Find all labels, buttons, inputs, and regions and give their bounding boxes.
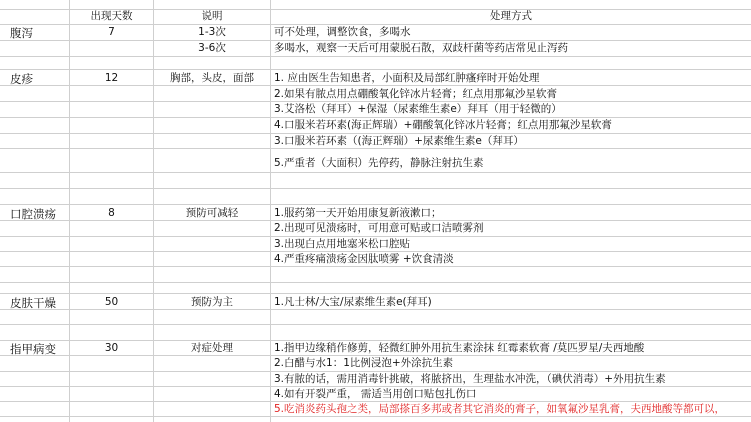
- grid-line: [0, 236, 751, 237]
- method-text: 2.如果有脓点用点硼酸氧化锌冰片轻膏；红点用那氟沙星软膏: [274, 88, 558, 100]
- note-value: 3-6次: [198, 42, 226, 54]
- grid-line: [0, 24, 751, 25]
- grid-line: [0, 172, 751, 173]
- header-note: 说明: [201, 10, 223, 22]
- method-text: 3.出现白点用地塞米松口腔贴: [274, 238, 411, 250]
- grid-line: [0, 40, 751, 41]
- method-text: 多喝水，观察一天后可用蒙脱石散，双歧杆菌等药店常见止泻药: [274, 42, 568, 54]
- method-text: 3.有脓的话，需用消毒针挑破，将脓挤出，生理盐水冲洗，（碘伏消毒）+外用抗生素: [274, 373, 666, 385]
- grid-line: [270, 0, 271, 422]
- grid-line: [0, 282, 751, 283]
- grid-line: [0, 324, 751, 325]
- method-text: 可不处理，调整饮食，多喝水: [274, 26, 411, 38]
- method-text: 5.严重者（大面积）先停药，静脉注射抗生素: [274, 157, 484, 169]
- days-value: 8: [108, 207, 115, 219]
- header-days: 出现天数: [90, 10, 133, 22]
- note-value: 1-3次: [198, 26, 226, 38]
- method-text: 4.口服米若环素(海正辉瑞）+硼酸氧化锌冰片轻膏；红点用那氟沙星软膏: [274, 119, 612, 131]
- symptom-name: 皮肤干燥: [10, 296, 56, 310]
- grid-line: [0, 266, 751, 267]
- grid-line: [0, 340, 751, 341]
- grid-line: [0, 117, 751, 118]
- method-text-warning: 5.吃消炎药头孢之类，局部搽百多邦或者其它消炎的膏子，如氧氟沙星乳膏，夫西地酸等都可以，: [274, 403, 726, 415]
- symptom-name: 腹泻: [10, 26, 33, 40]
- days-value: 30: [104, 342, 119, 354]
- grid-line: [0, 309, 751, 310]
- grid-line: [0, 251, 751, 252]
- note-value: 预防可减轻: [185, 207, 239, 219]
- grid-line: [0, 101, 751, 102]
- method-text: 2.白醋与水1：1比例浸泡+外涂抗生素: [274, 357, 454, 369]
- method-text: 2.出现可见溃疡时，可用意可贴或口洁喷雾剂: [274, 222, 484, 234]
- note-value: 对症处理: [191, 342, 233, 354]
- grid-line: [0, 355, 751, 356]
- note-value: 胸部，头皮，面部: [170, 72, 254, 84]
- symptom-name: 口腔溃疡: [10, 207, 56, 221]
- grid-line: [0, 204, 751, 205]
- grid-line: [0, 416, 751, 417]
- grid-line: [0, 371, 751, 372]
- grid-line: [0, 293, 751, 294]
- symptom-name: 皮疹: [10, 72, 33, 86]
- grid-line: [0, 220, 751, 221]
- grid-line: [0, 188, 751, 189]
- method-text: 1. 应由医生告知患者，小面积及局部红肿瘙痒时开始处理: [274, 72, 540, 84]
- method-text: 4.如有开裂严重， 需适当用创口贴包扎伤口: [274, 388, 477, 400]
- grid-line: [0, 386, 751, 387]
- symptom-name: 指甲病变: [10, 342, 56, 356]
- grid-line: [0, 133, 751, 134]
- header-method: 处理方式: [490, 10, 532, 22]
- grid-line: [0, 148, 751, 149]
- grid-line: [0, 401, 751, 402]
- method-text: 3.艾洛松（拜耳）+保湿（尿素维生素e）拜耳（用于轻微的）: [274, 103, 562, 115]
- method-text: 1.服药第一天开始用康复新液漱口；: [274, 207, 442, 219]
- method-text: 1.凡士林/大宝/尿素维生素e(拜耳): [274, 296, 432, 308]
- method-text: 3.口服米若环素（(海正辉瑞）+尿素维生素e（拜耳）: [274, 135, 524, 147]
- days-value: 50: [104, 296, 119, 308]
- days-value: 7: [108, 26, 115, 38]
- grid-line: [0, 69, 751, 70]
- note-value: 预防为主: [191, 296, 233, 308]
- method-text: 4.严重疼痛溃疡金因肽喷雾 +饮食清淡: [274, 253, 454, 265]
- grid-line: [0, 56, 751, 57]
- method-text: 1.指甲边缘稍作修剪，轻微红肿外用抗生素涂抹 红霉素软膏 /莫匹罗星/夫西地酸: [274, 342, 645, 354]
- grid-line: [0, 85, 751, 86]
- days-value: 12: [104, 72, 119, 84]
